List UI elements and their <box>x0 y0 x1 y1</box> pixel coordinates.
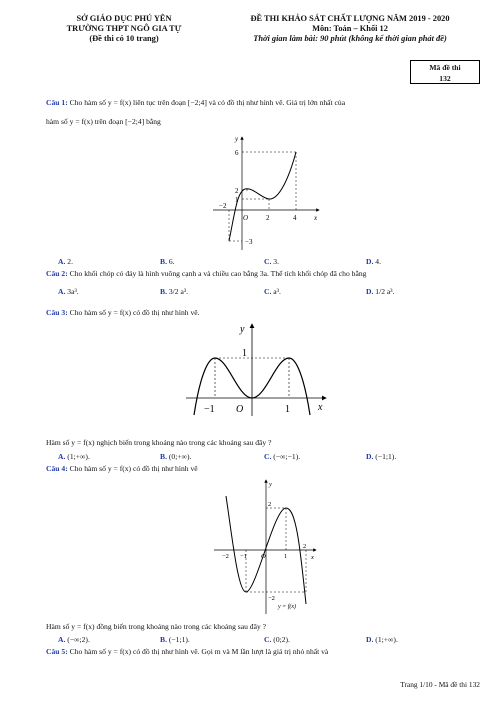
subject: Môn: Toán – Khối 12 <box>312 24 388 33</box>
q3-option-a[interactable]: A. (1;+∞). <box>58 452 90 461</box>
q3-tick-1x: 1 <box>285 404 290 415</box>
q2-option-b[interactable]: B. 3/2 a³. <box>160 287 189 296</box>
q4-graph <box>210 476 320 616</box>
header-right <box>214 14 486 44</box>
q4-option-a[interactable]: A. (−∞;2). <box>58 635 90 644</box>
q4-tick-m2y: −2 <box>268 595 275 602</box>
q3-graph <box>180 320 330 420</box>
question-4-number: Câu 4: <box>46 464 68 473</box>
question-2 <box>46 268 491 279</box>
exam-code-value: 132 <box>439 74 451 83</box>
q1-tick-m3: −3 <box>245 238 253 246</box>
page-footer: Trang 1/10 - Mã đề thi 132 <box>400 680 480 689</box>
header-left <box>24 14 224 44</box>
exam-title: ĐỀ THI KHẢO SÁT CHẤT LƯỢNG NĂM 2019 - 2020 <box>250 14 450 23</box>
q4-question: Hàm số y = f(x) đồng biến trong khoảng nào trong các khoảng sau đây ? <box>46 622 267 631</box>
q4-y-label: y <box>269 481 272 488</box>
q1-tick-6: 6 <box>235 149 239 157</box>
question-1 <box>46 97 486 108</box>
q3-option-c[interactable]: C. (−∞;−1). <box>264 452 301 461</box>
q1-tick-2x: 2 <box>266 214 270 222</box>
q4-function-label: y = f(x) <box>278 604 297 610</box>
q3-origin: O <box>236 404 244 415</box>
q2-option-c[interactable]: C. a³. <box>264 287 281 296</box>
q4-tick-2y: 2 <box>268 501 272 508</box>
q4-tick-m1x: −1 <box>240 553 247 560</box>
q1-curve <box>229 152 296 241</box>
exam-code-label: Mã đề thi <box>429 63 461 72</box>
q4-option-c[interactable]: C. (0;2). <box>264 635 290 644</box>
question-2-number: Câu 2: <box>46 269 68 278</box>
q3-option-d[interactable]: D. (−1;1). <box>366 452 397 461</box>
exam-time: Thời gian làm bài: 90 phút (không kể thời gian phát đề) <box>253 34 447 43</box>
q3-option-b[interactable]: B. (0;+∞). <box>160 452 192 461</box>
q1-graph <box>205 132 325 254</box>
q4-option-d[interactable]: D. (1;+∞). <box>366 635 398 644</box>
q4-tick-m2x: −2 <box>222 553 229 560</box>
q1-tick-2y: 2 <box>235 187 239 195</box>
q4-tick-1x: 1 <box>284 553 288 560</box>
q1-origin: O <box>243 214 249 222</box>
question-3-number: Câu 3: <box>46 308 68 317</box>
question-1-line1: Cho hàm số y = f(x) liên tục trên đoạn [−2;4] và có đồ thị như hình vẽ. Giá trị lớn nhất của <box>69 98 346 107</box>
q1-option-c[interactable]: C. 3. <box>264 257 279 266</box>
q3-x-label: x <box>318 402 323 413</box>
q4-origin: O <box>261 553 266 560</box>
q1-option-d[interactable]: D. 4. <box>366 257 381 266</box>
question-5-text: Cho hàm số y = f(x) có đồ thị như hình vẽ. Gọi m và M lần lượt là giá trị nhỏ nhất và <box>69 647 329 656</box>
school-name: TRƯỜNG THPT NGÔ GIA TỰ <box>66 24 182 33</box>
question-5 <box>46 646 491 657</box>
question-3-text: Cho hàm số y = f(x) có đồ thị như hình vẽ. <box>69 308 200 317</box>
question-5-number: Câu 5: <box>46 647 68 656</box>
q1-tick-m2: −2 <box>219 202 227 210</box>
exam-code-box <box>410 60 480 84</box>
q3-question: Hàm số y = f(x) nghịch biến trong khoảng nào trong các khoảng sau đây ? <box>46 438 272 447</box>
q1-option-b[interactable]: B. 6. <box>160 257 175 266</box>
q1-tick-4x: 4 <box>293 214 297 222</box>
q2-option-a[interactable]: A. 3a³. <box>58 287 79 296</box>
dept-name: SỞ GIÁO DỤC PHÚ YÊN <box>76 14 172 23</box>
q4-option-b[interactable]: B. (−1;1). <box>160 635 190 644</box>
question-1-number: Câu 1: <box>46 98 68 107</box>
question-2-text: Cho khối chóp có đáy là hình vuông cạnh a và chiều cao bằng 3a. Thể tích khối chóp đã cho bằng <box>69 269 367 278</box>
q1-y-label: y <box>235 135 239 143</box>
question-4 <box>46 463 198 474</box>
q4-tick-2x: 2 <box>303 543 307 550</box>
q1-x-label: x <box>314 214 318 222</box>
q3-y-label: y <box>240 324 245 335</box>
q3-tick-m1: −1 <box>204 404 215 415</box>
q1-tick-1y: 1 <box>235 196 239 204</box>
q2-option-d[interactable]: D. 1/2 a³. <box>366 287 395 296</box>
question-1-line2: hàm số y = f(x) trên đoạn [−2;4] bằng <box>46 117 161 126</box>
q1-option-a[interactable]: A. 2. <box>58 257 73 266</box>
q3-tick-1y: 1 <box>242 348 247 359</box>
question-3 <box>46 307 200 318</box>
q4-x-label: x <box>311 554 314 561</box>
question-4-text: Cho hàm số y = f(x) có đồ thị như hình vẽ <box>69 464 198 473</box>
page-count: (Đề thi có 10 trang) <box>89 34 159 43</box>
